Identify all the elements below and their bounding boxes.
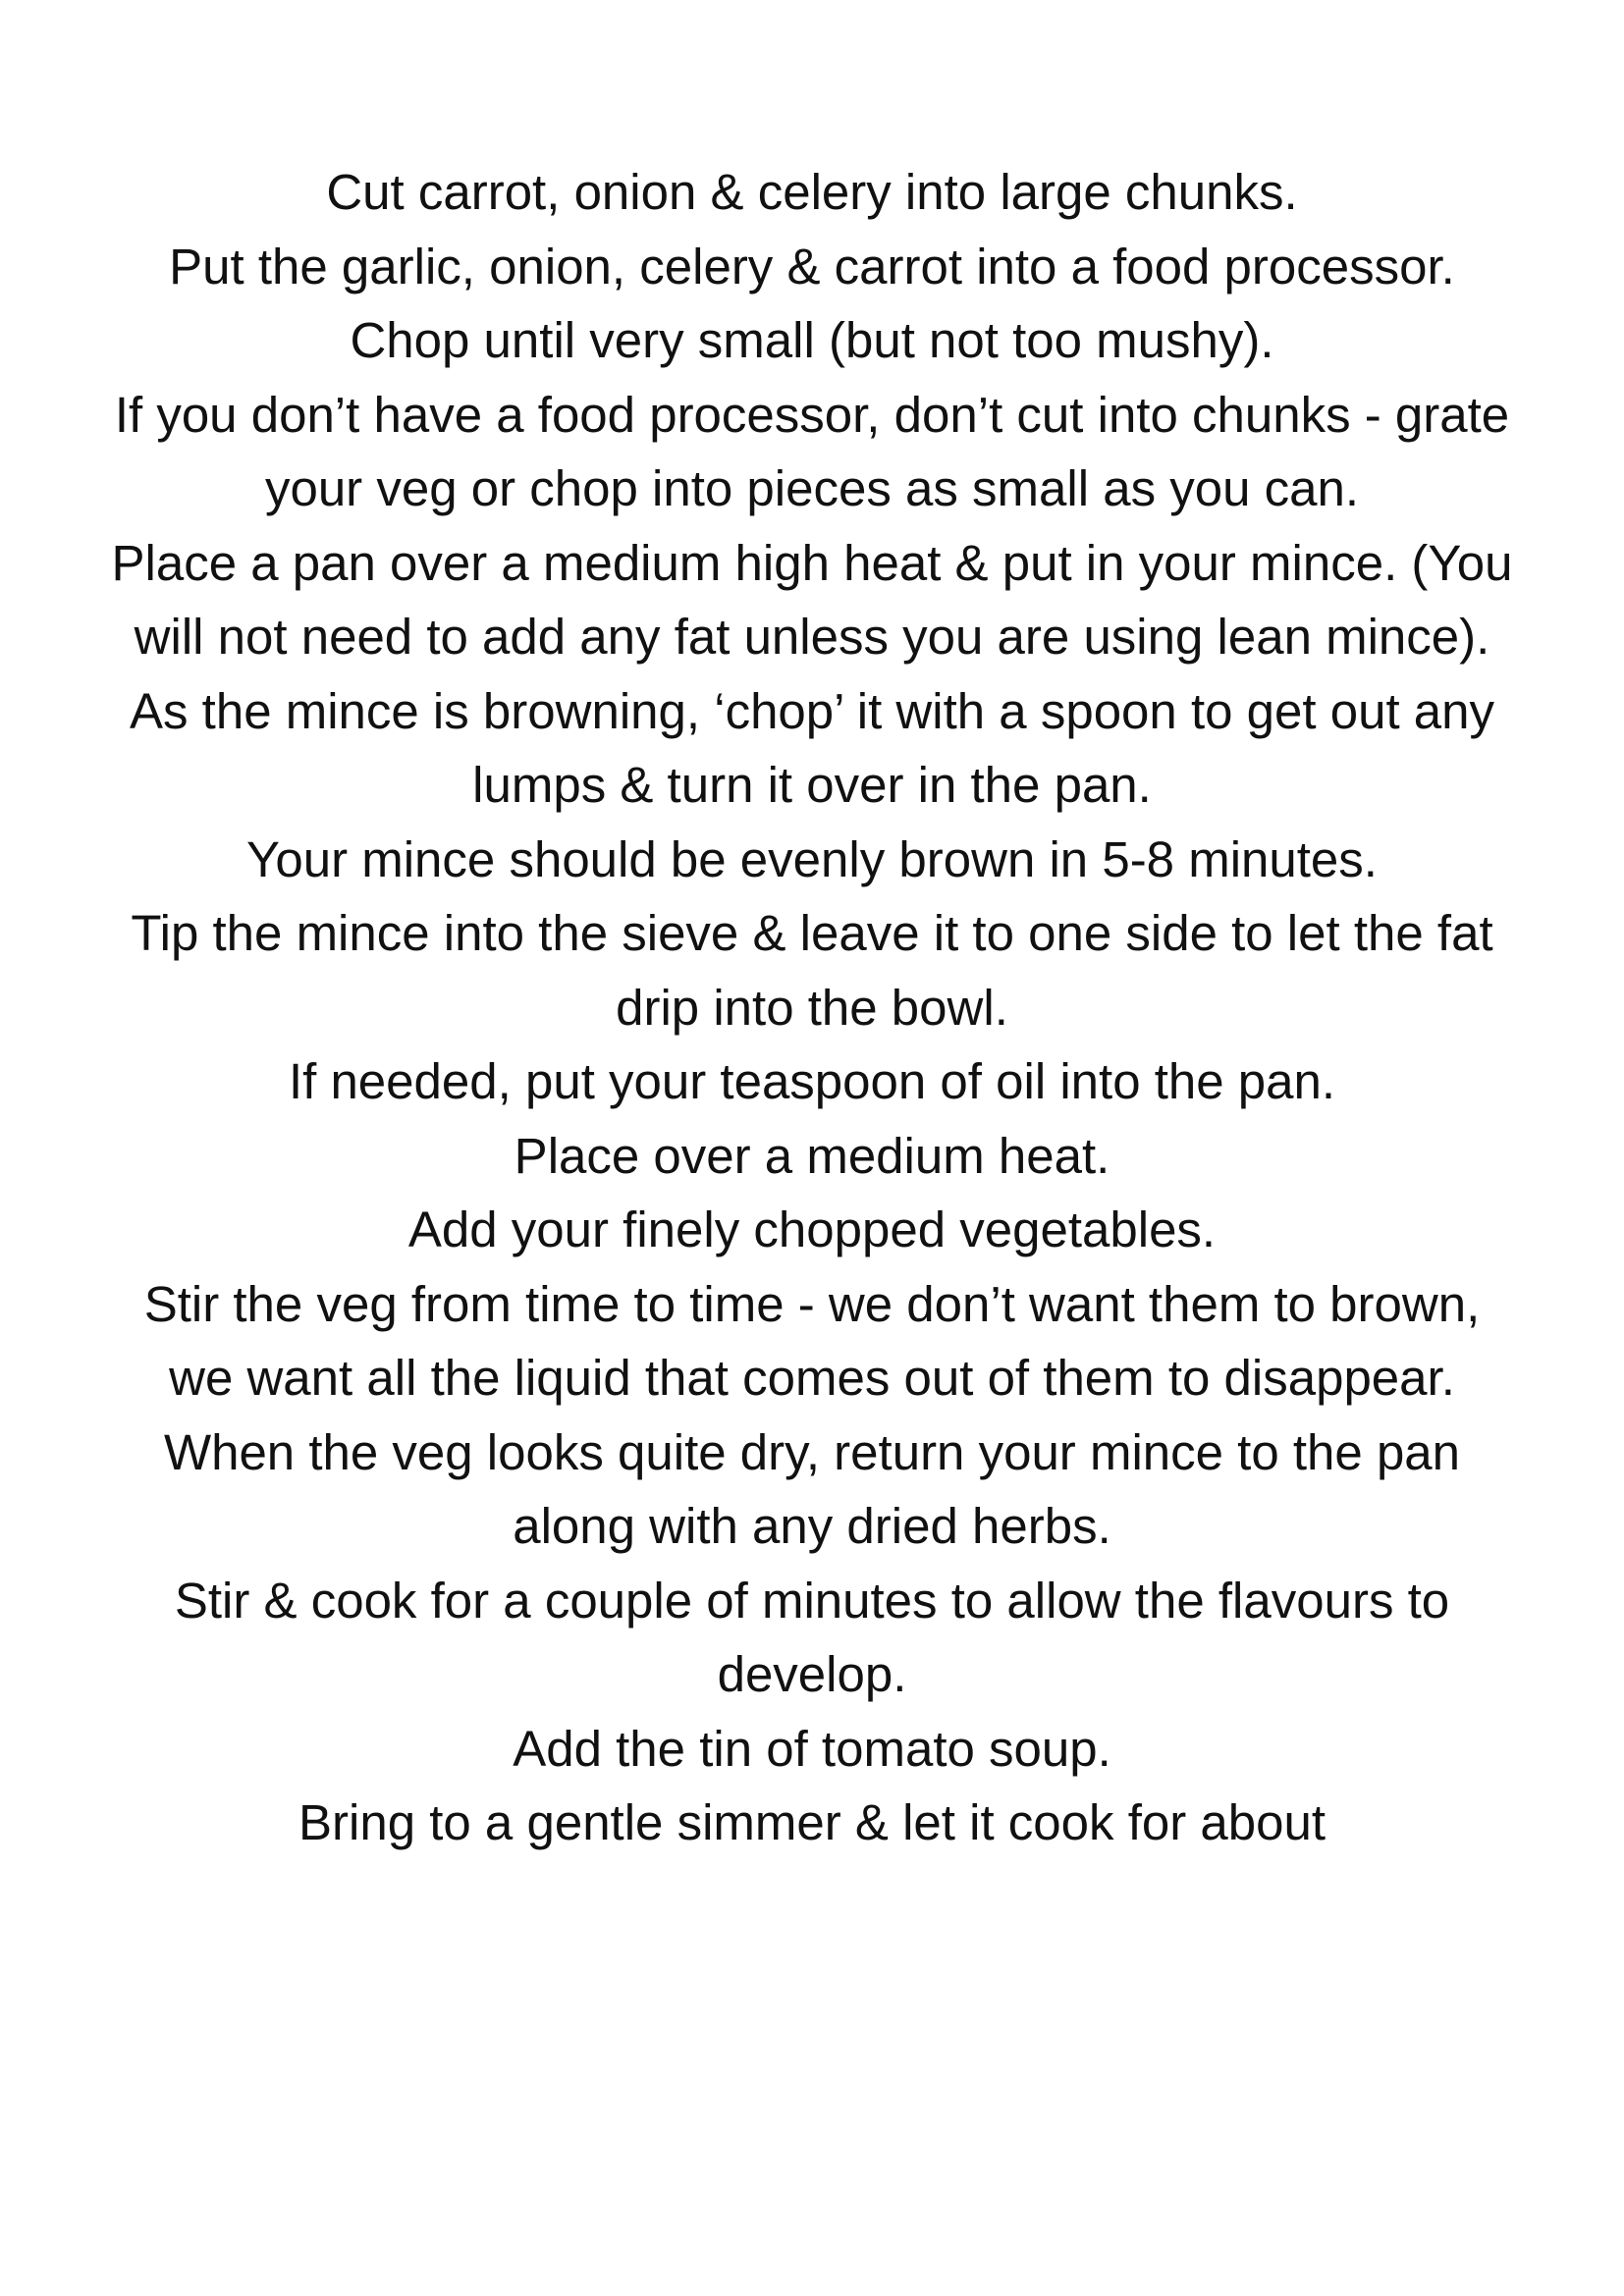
method-step: Bring to a gentle simmer & let it cook for about <box>298 1794 1326 1850</box>
method-step: Chop until very small (but not too mushy). <box>350 312 1274 368</box>
method-step: If you don’t have a food processor, don’t cut into chunks - grate your veg or chop into pieces as small as you can. <box>114 386 1510 516</box>
method-step: Cut carrot, onion & celery into large chunks. <box>326 164 1298 220</box>
method-step: Add the tin of tomato soup. <box>513 1720 1111 1777</box>
method-step: If needed, put your teaspoon of oil into the pan. <box>288 1053 1336 1109</box>
method-step: When the veg looks quite dry, return your mince to the pan along with any dried herbs. <box>163 1423 1461 1554</box>
method-step: As the mince is browning, ‘chop’ it with a spoon to get out any lumps & turn it over in the pan. <box>129 682 1495 813</box>
method-step: Tip the mince into the sieve & leave it to one side to let the fat drip into the bowl. <box>131 905 1493 1036</box>
method-step: Place over a medium heat. <box>514 1127 1110 1184</box>
recipe-method-steps <box>108 155 1516 1860</box>
method-step: Your mince should be evenly brown in 5-8 minutes. <box>246 830 1378 887</box>
method-step: Place a pan over a medium high heat & put in your mince. (You will not need to add any fat unless you are using lean mince). <box>111 534 1513 665</box>
method-step: Add your finely chopped vegetables. <box>407 1201 1217 1257</box>
method-step: Stir & cook for a couple of minutes to allow the flavours to develop. <box>174 1572 1450 1702</box>
method-step: Put the garlic, onion, celery & carrot into a food processor. <box>169 238 1455 294</box>
method-step: Stir the veg from time to time - we don’t want them to brown, we want all the liquid that comes out of them to disappear. <box>143 1275 1481 1406</box>
